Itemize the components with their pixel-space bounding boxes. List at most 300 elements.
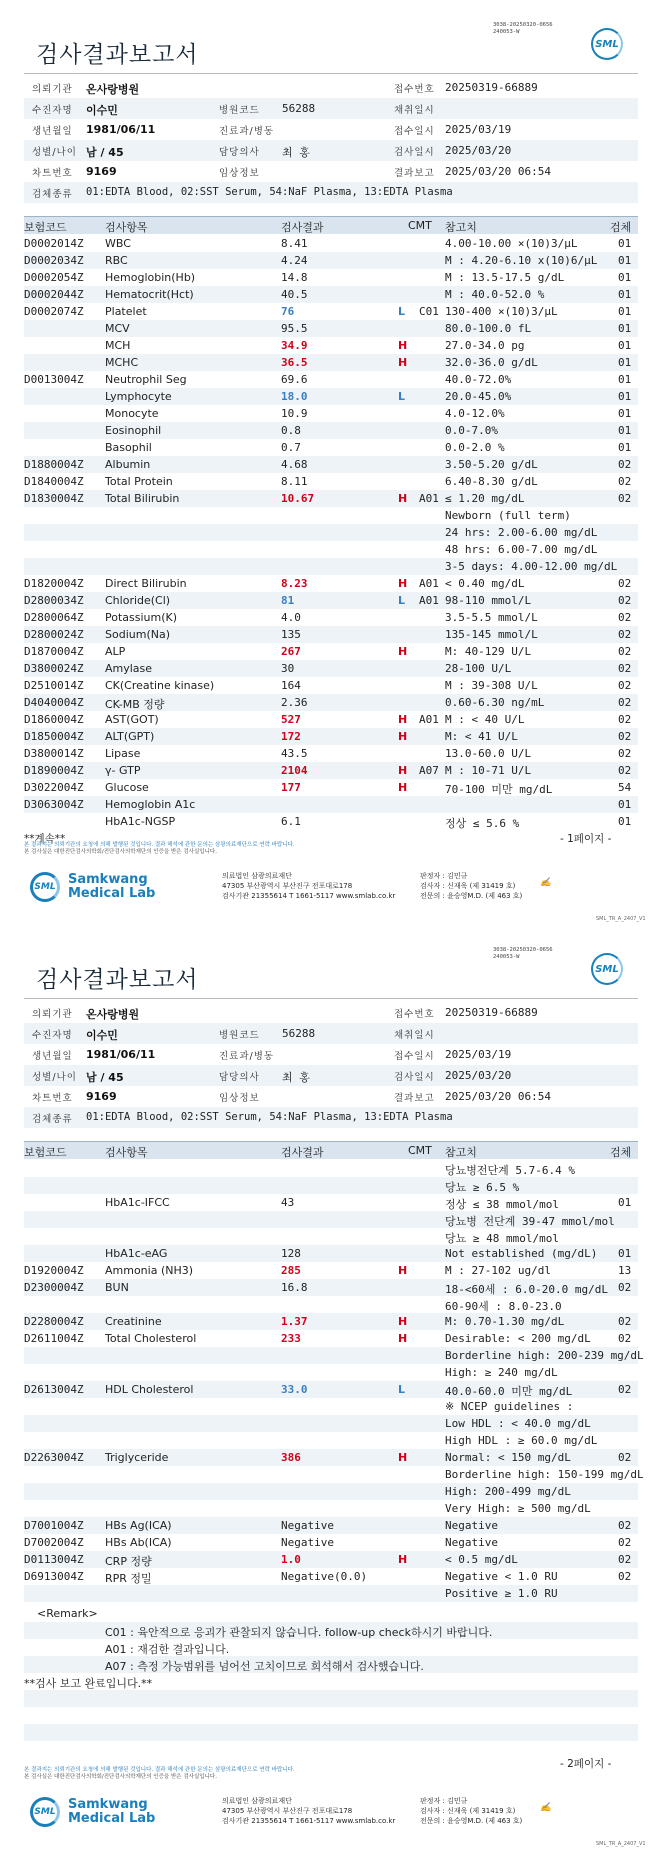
clinical-label: 임상정보	[219, 1093, 260, 1104]
table-row	[24, 1398, 638, 1415]
cell-test-name: RBC	[105, 254, 128, 267]
cell-specimen: 01	[618, 322, 632, 335]
table-row	[24, 1313, 638, 1330]
table-row	[24, 1330, 638, 1347]
cell-result: 128	[281, 1247, 301, 1260]
cell-code: D1850004Z	[24, 730, 84, 743]
table-row	[24, 269, 638, 286]
col-result: 검사결과	[281, 221, 324, 234]
col-code: 보험코드	[24, 1146, 67, 1159]
cell-code: D0002014Z	[24, 237, 84, 250]
cell-reference: Negative	[445, 1519, 498, 1532]
dept-label: 진료과/병동	[219, 126, 275, 137]
hospital-code-label: 병원코드	[219, 1030, 260, 1041]
chart-no-label: 차트번호	[32, 1093, 73, 1104]
col-spec: 검체	[610, 221, 632, 234]
report-complete: **검사 보고 완료입니다.**	[24, 1677, 153, 1690]
cell-result: 33.0	[281, 1383, 308, 1396]
cell-test-name: WBC	[105, 237, 131, 250]
table-header	[24, 216, 638, 234]
table-row	[24, 252, 638, 269]
footer-org: 의료법인 삼광의료재단	[222, 872, 292, 880]
cell-specimen: 02	[618, 458, 632, 471]
cell-test-name: MCV	[105, 322, 130, 335]
cell-reference: M : 40.0-52.0 %	[445, 288, 545, 301]
cell-flag: L	[398, 1383, 406, 1396]
table-row	[24, 320, 638, 337]
col-spec: 검체	[610, 1146, 632, 1159]
receipt-no-label: 접수번호	[394, 84, 435, 95]
cell-specimen: 02	[618, 1281, 632, 1294]
dob-label: 생년월일	[32, 126, 73, 137]
cell-reference: 80.0-100.0 fL	[445, 322, 532, 335]
cell-code: D2300004Z	[24, 1281, 84, 1294]
cell-result: 0.7	[281, 441, 301, 454]
cell-code: D2263004Z	[24, 1451, 84, 1464]
cell-specimen: 01	[618, 815, 632, 828]
header-row	[24, 161, 638, 182]
cell-reference: 0.0-2.0 %	[445, 441, 505, 454]
hospital-code-label: 병원코드	[219, 105, 260, 116]
cell-test-name: Hematocrit(Hct)	[105, 288, 194, 301]
hospital-code: 56288	[282, 1027, 316, 1040]
table-row	[24, 507, 638, 524]
cell-specimen: 01	[618, 305, 632, 318]
cell-comment: A01	[419, 492, 439, 505]
cell-test-name: Neutrophil Seg	[105, 373, 187, 386]
table-row	[24, 1551, 638, 1568]
table-row	[24, 1279, 638, 1296]
table-row	[24, 660, 638, 677]
cell-code: D2280004Z	[24, 1315, 84, 1328]
cell-reference: 98-110 mmol/L	[445, 594, 532, 607]
cell-flag: H	[398, 1451, 408, 1464]
table-row	[24, 1517, 638, 1534]
cell-test-name: CRP 정량	[105, 1555, 152, 1568]
cell-reference: M : 13.5-17.5 g/dL	[445, 271, 565, 284]
cell-reference: 4.0-12.0%	[445, 407, 505, 420]
cell-reference: 당뇨병전단계 5.7-6.4 %	[445, 1164, 575, 1177]
cell-code: D2611004Z	[24, 1332, 84, 1345]
table-row	[24, 354, 638, 371]
cell-test-name: ALP	[105, 645, 126, 658]
cell-reference: ≤ 1.20 mg/dL	[445, 492, 525, 505]
collect-date-label: 채취일시	[394, 1030, 435, 1041]
cell-specimen: 01	[618, 1247, 632, 1260]
chart-no: 9169	[86, 1090, 117, 1103]
cell-code: D4040004Z	[24, 696, 84, 709]
cell-reference: M : < 40 U/L	[445, 713, 525, 726]
cell-result: 233	[281, 1332, 301, 1345]
cell-result: 267	[281, 645, 301, 658]
cell-code: D7001004Z	[24, 1519, 84, 1532]
sex-age-label: 성별/나이	[32, 1072, 77, 1083]
cell-comment: A01	[419, 713, 439, 726]
cell-result: 4.68	[281, 458, 308, 471]
cell-reference: < 0.40 mg/dL	[445, 577, 525, 590]
cell-specimen: 02	[618, 679, 632, 692]
cell-reference: 6.40-8.30 g/dL	[445, 475, 538, 488]
cell-result: 30	[281, 662, 295, 675]
dob-label: 생년월일	[32, 1051, 73, 1062]
cell-code: D2800024Z	[24, 628, 84, 641]
table-row	[24, 728, 638, 745]
cell-reference: 60-90세 : 8.0-23.0	[445, 1300, 562, 1313]
fine-print	[24, 842, 295, 856]
cell-reference: Negative < 1.0 RU	[445, 1570, 558, 1583]
cell-reference: 135-145 mmol/L	[445, 628, 538, 641]
table-row	[24, 575, 638, 592]
form-code: SML_TR_A_2407_V1	[596, 916, 646, 922]
table-row	[24, 694, 638, 711]
cell-test-name: γ- GTP	[105, 764, 141, 777]
cell-test-name: ALT(GPT)	[105, 730, 155, 743]
cell-comment: A01	[419, 577, 439, 590]
cell-test-name: HBs Ag(ICA)	[105, 1519, 172, 1532]
table-row	[24, 813, 638, 830]
table-row	[24, 1347, 644, 1364]
table-row	[24, 558, 638, 575]
table-row	[24, 1500, 638, 1517]
table-row	[24, 405, 638, 422]
remark-c01: C01 : 육안적으로 응괴가 관찰되지 않습니다. follow-up check하시기 바랍니다.	[105, 1626, 493, 1639]
cell-reference: 3-5 days: 4.00-12.00 mg/dL	[445, 560, 618, 573]
cell-code: D3800014Z	[24, 747, 84, 760]
blank-row	[24, 1690, 638, 1707]
cell-flag: H	[398, 492, 408, 505]
cell-result: 8.11	[281, 475, 308, 488]
table-row	[24, 1296, 638, 1313]
signer-1: 판정자 : 김민규	[420, 872, 468, 880]
cell-specimen: 02	[618, 645, 632, 658]
cell-test-name: Total Bilirubin	[105, 492, 180, 505]
continued-marker: **계속**	[24, 833, 66, 845]
cell-reference: Very High: ≥ 500 mg/dL	[445, 1502, 591, 1515]
cell-code: D6913004Z	[24, 1570, 84, 1583]
cell-reference: 18-<60세 : 6.0-20.0 mg/dL	[445, 1283, 608, 1296]
divider	[24, 998, 638, 999]
table-header	[24, 1141, 638, 1159]
cell-specimen: 02	[618, 1332, 632, 1345]
table-row	[24, 779, 638, 796]
cell-result: 2104	[281, 764, 308, 777]
clinical-label: 임상정보	[219, 168, 260, 179]
cell-test-name: Total Protein	[105, 475, 173, 488]
header-row	[24, 1086, 638, 1107]
cell-reference: 3.50-5.20 g/dL	[445, 458, 538, 471]
footer-address	[222, 1796, 395, 1826]
header-row	[24, 140, 638, 161]
cell-reference: 20.0-45.0%	[445, 390, 512, 403]
cell-result: 172	[281, 730, 301, 743]
col-name: 검사항목	[105, 221, 148, 234]
cell-result: 4.0	[281, 611, 301, 624]
page-number: - 1페이지 -	[560, 833, 612, 845]
cell-result: Negative	[281, 1519, 334, 1532]
cell-test-name: Chloride(Cl)	[105, 594, 171, 607]
cell-comment: A01	[419, 594, 439, 607]
signer-3: 전문의 : 윤승영M.D. (제 463 호)	[420, 892, 523, 900]
cell-flag: L	[398, 594, 406, 607]
cell-specimen: 02	[618, 1536, 632, 1549]
cell-reference: 0.0-7.0%	[445, 424, 498, 437]
table-row	[24, 677, 638, 694]
cell-code: D0113004Z	[24, 1553, 84, 1566]
cell-code: D1890004Z	[24, 764, 84, 777]
cell-result: Negative(0.0)	[281, 1570, 368, 1583]
footer-address-line: 47305 부산광역시 부산진구 전포대로178	[222, 1807, 353, 1815]
cell-test-name: HbA1c-IFCC	[105, 1196, 170, 1209]
cell-result: Negative	[281, 1536, 334, 1549]
footer-address	[222, 871, 395, 901]
cell-test-name: CK(Creatine kinase)	[105, 679, 215, 692]
cell-specimen: 02	[618, 696, 632, 709]
col-code: 보험코드	[24, 221, 67, 234]
table-row	[24, 1160, 638, 1177]
cell-test-name: Amylase	[105, 662, 153, 675]
test-date: 2025/03/20	[445, 1069, 512, 1082]
signer-2: 검사자 : 신재욱 (제 31419 호)	[420, 1807, 516, 1815]
cell-result: 4.24	[281, 254, 308, 267]
footer-brand	[68, 873, 155, 901]
cell-flag: L	[398, 305, 406, 318]
cell-specimen: 02	[618, 713, 632, 726]
cell-specimen: 01	[618, 237, 632, 250]
cell-specimen: 01	[618, 407, 632, 420]
patient-name-label: 수진자명	[32, 105, 73, 116]
cell-reference: 24 hrs: 2.00-6.00 mg/dL	[445, 526, 598, 539]
test-date-label: 검사일시	[394, 1072, 435, 1083]
table-row	[24, 1415, 638, 1432]
sml-logo: SML	[591, 28, 623, 60]
cell-reference: M: 0.70-1.30 mg/dL	[445, 1315, 565, 1328]
cell-test-name: Platelet	[105, 305, 147, 318]
form-code: SML_TR_A_2407_V1	[596, 1841, 646, 1847]
cell-reference: Borderline high: 200-239 mg/dL	[445, 1349, 644, 1362]
cell-specimen: 01	[618, 339, 632, 352]
table-row	[24, 1177, 638, 1194]
footer-brand-line-2: Medical Lab	[68, 886, 156, 901]
cell-test-name: Lipase	[105, 747, 141, 760]
cell-reference: M : 4.20-6.10 x(10)6/μL	[445, 254, 598, 267]
cell-reference: M : 39-308 U/L	[445, 679, 538, 692]
cell-flag: H	[398, 1264, 408, 1277]
doctor-label: 담당의사	[219, 1072, 260, 1083]
header-row	[24, 1023, 638, 1044]
cell-test-name: Triglyceride	[105, 1451, 169, 1464]
cell-test-name: Total Cholesterol	[105, 1332, 197, 1345]
report-date: 2025/03/20 06:54	[445, 1090, 551, 1103]
sex-age: 남 / 45	[86, 146, 124, 159]
chart-no-label: 차트번호	[32, 168, 73, 179]
col-cmt: CMT	[408, 219, 432, 232]
cell-test-name: Eosinophil	[105, 424, 162, 437]
table-row	[24, 1568, 638, 1585]
remark-title: <Remark>	[37, 1607, 98, 1620]
remark-a07: A07 : 측정 가능범위를 넘어선 고치이므로 희석해서 검사했습니다.	[105, 1660, 424, 1673]
cell-flag: H	[398, 730, 408, 743]
cell-result: 40.5	[281, 288, 308, 301]
sex-age: 남 / 45	[86, 1071, 124, 1084]
header-row	[24, 1002, 638, 1023]
cell-specimen: 02	[618, 594, 632, 607]
cell-code: D2800064Z	[24, 611, 84, 624]
cell-reference: High: ≥ 240 mg/dL	[445, 1366, 558, 1379]
cell-test-name: Albumin	[105, 458, 151, 471]
cell-code: D0002044Z	[24, 288, 84, 301]
cell-reference: 40.0-72.0%	[445, 373, 512, 386]
cell-specimen: 01	[618, 424, 632, 437]
table-row	[24, 1483, 638, 1500]
cell-reference: 3.5-5.5 mmol/L	[445, 611, 538, 624]
cell-flag: H	[398, 1332, 408, 1345]
cell-result: 10.67	[281, 492, 315, 505]
cell-code: D2613004Z	[24, 1383, 84, 1396]
cell-test-name: Potassium(K)	[105, 611, 178, 624]
sml-logo: SML	[591, 953, 623, 985]
table-row	[24, 337, 638, 354]
dept-label: 진료과/병동	[219, 1051, 275, 1062]
cell-specimen: 02	[618, 1519, 632, 1532]
cell-reference: M : 27-102 ug/dl	[445, 1264, 551, 1277]
cell-code: D1840004Z	[24, 475, 84, 488]
cell-reference: Desirable: < 200 mg/dL	[445, 1332, 591, 1345]
cell-test-name: BUN	[105, 1281, 129, 1294]
page-number: - 2페이지 -	[560, 1758, 612, 1770]
header-row	[24, 1044, 638, 1065]
cell-reference: ※ NCEP guidelines :	[445, 1400, 574, 1413]
table-row	[24, 1432, 638, 1449]
table-row	[24, 541, 638, 558]
signer-1: 판정자 : 김민규	[420, 1797, 468, 1805]
test-date: 2025/03/20	[445, 144, 512, 157]
footer-brand-line-2: Medical Lab	[68, 1811, 156, 1826]
cell-reference: 13.0-60.0 U/L	[445, 747, 532, 760]
cell-specimen: 02	[618, 747, 632, 760]
footer-contact: 검사기관 21355614 T 1661-5117 www.smlab.co.kr	[222, 1817, 396, 1825]
table-row	[24, 473, 638, 490]
header-row	[24, 182, 638, 203]
cell-result: 386	[281, 1451, 301, 1464]
cell-reference: Positive ≥ 1.0 RU	[445, 1587, 558, 1600]
page-title: 검사결과보고서	[36, 42, 199, 68]
cell-reference: Negative	[445, 1536, 498, 1549]
specimen-label: 검체종류	[32, 189, 73, 200]
cell-code: D0013004Z	[24, 373, 84, 386]
table-row	[24, 422, 638, 439]
cell-reference: 130-400 ×(10)3/μL	[445, 305, 558, 318]
cell-specimen: 02	[618, 1553, 632, 1566]
cell-test-name: HDL Cholesterol	[105, 1383, 194, 1396]
receipt-date-label: 접수일시	[394, 1051, 435, 1062]
cell-specimen: 02	[618, 475, 632, 488]
report-date: 2025/03/20 06:54	[445, 165, 551, 178]
cell-result: 18.0	[281, 390, 308, 403]
signature-image: ✍	[540, 878, 552, 888]
col-name: 검사항목	[105, 1146, 148, 1159]
table-row	[24, 643, 638, 660]
cell-flag: H	[398, 356, 408, 369]
cell-specimen: 02	[618, 1315, 632, 1328]
cell-reference: High HDL : ≥ 60.0 mg/dL	[445, 1434, 598, 1447]
cell-flag: H	[398, 645, 408, 658]
table-row	[24, 1262, 638, 1279]
document-code-line-1: 3038-20250320-0656	[493, 22, 553, 28]
footer-logo: SML	[30, 1797, 60, 1827]
cell-reference: 정상 ≤ 38 mmol/mol	[445, 1198, 559, 1211]
cell-result: 177	[281, 781, 301, 794]
cell-reference: 당뇨병 전단계 39-47 mmol/mol	[445, 1215, 615, 1228]
remark-a01: A01 : 재검한 결과입니다.	[105, 1643, 230, 1656]
cell-test-name: MCH	[105, 339, 131, 352]
cell-code: D1880004Z	[24, 458, 84, 471]
cell-specimen: 01	[618, 390, 632, 403]
cell-reference: Not established (mg/dL)	[445, 1247, 598, 1260]
table-row	[24, 1534, 638, 1551]
cell-code: D3063004Z	[24, 798, 84, 811]
fine-print-line-1: 본 결과지는 의뢰기관의 요청에 의해 발행된 것입니다. 결과 해석에 관한 문의는 삼광의료재단으로 연락 바랍니다.	[24, 1767, 295, 1773]
cell-specimen: 01	[618, 356, 632, 369]
hospital-label: 의뢰기관	[32, 84, 73, 95]
document-code-line-1: 3038-20250320-0656	[493, 947, 553, 953]
cell-specimen: 01	[618, 288, 632, 301]
table-row	[24, 1466, 644, 1483]
cell-code: D3022004Z	[24, 781, 84, 794]
blank-row	[24, 1724, 638, 1741]
table-row	[24, 439, 638, 456]
report-date-label: 결과보고	[394, 1093, 435, 1104]
cell-test-name: Monocyte	[105, 407, 159, 420]
cell-code: D2800034Z	[24, 594, 84, 607]
cell-specimen: 02	[618, 1570, 632, 1583]
footer-signatures	[420, 1796, 522, 1826]
cell-flag: H	[398, 577, 408, 590]
table-row	[24, 1211, 638, 1228]
cell-test-name: CK-MB 정량	[105, 698, 165, 711]
receipt-no: 20250319-66889	[445, 1006, 538, 1019]
receipt-date-label: 접수일시	[394, 126, 435, 137]
footer-brand-line-1: Samkwang	[68, 1797, 148, 1812]
table-row	[24, 762, 638, 779]
cell-reference: Low HDL : < 40.0 mg/dL	[445, 1417, 591, 1430]
cell-reference: 48 hrs: 6.00-7.00 mg/dL	[445, 543, 598, 556]
cell-result: 8.41	[281, 237, 308, 250]
cell-reference: 당뇨 ≥ 48 mmol/mol	[445, 1232, 559, 1245]
cell-specimen: 02	[618, 492, 632, 505]
header-row	[24, 119, 638, 140]
cell-reference: 정상 ≤ 5.6 %	[445, 817, 520, 830]
fine-print-line-1: 본 결과지는 의뢰기관의 요청에 의해 발행된 것입니다. 결과 해석에 관한 문의는 삼광의료재단으로 연락 바랍니다.	[24, 842, 295, 848]
sex-age-label: 성별/나이	[32, 147, 77, 158]
cell-result: 95.5	[281, 322, 308, 335]
cell-test-name: MCHC	[105, 356, 139, 369]
cell-code: D3800024Z	[24, 662, 84, 675]
doctor: 최 홍	[282, 146, 310, 159]
cell-specimen: 01	[618, 798, 632, 811]
cell-flag: H	[398, 339, 408, 352]
cell-test-name: Lymphocyte	[105, 390, 172, 403]
footer-contact: 검사기관 21355614 T 1661-5117 www.smlab.co.kr	[222, 892, 396, 900]
cell-specimen: 13	[618, 1264, 632, 1277]
cell-specimen: 54	[618, 781, 632, 794]
cell-result: 8.23	[281, 577, 308, 590]
col-result: 검사결과	[281, 1146, 324, 1159]
cell-reference: 27.0-34.0 pg	[445, 339, 525, 352]
footer-brand-line-1: Samkwang	[68, 872, 148, 887]
hospital-code: 56288	[282, 102, 316, 115]
divider	[24, 73, 638, 74]
cell-specimen: 01	[618, 441, 632, 454]
